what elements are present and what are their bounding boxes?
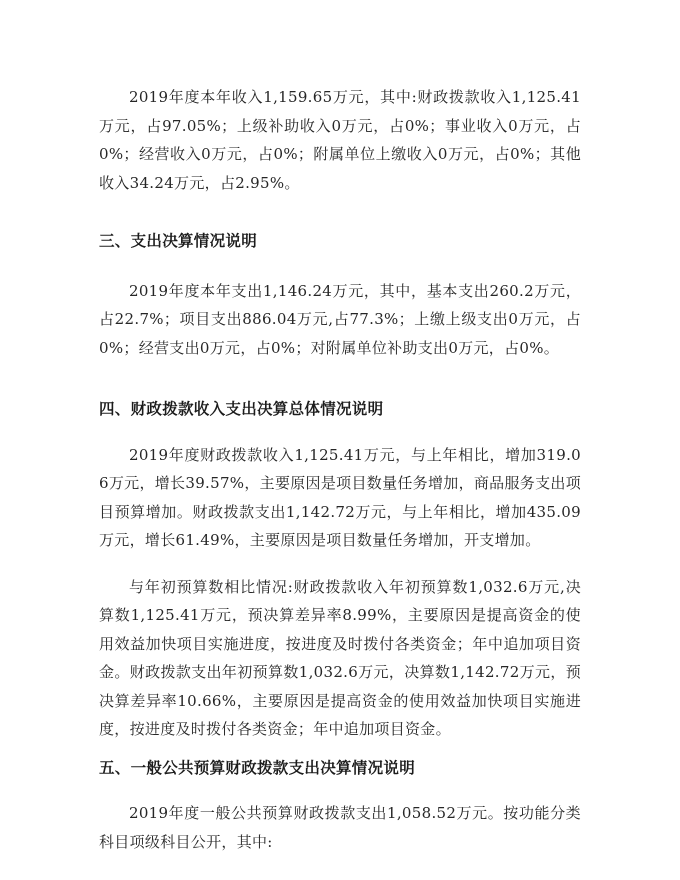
paragraph-budget-comparison: 与年初预算数相比情况:财政拨款收入年初预算数1,032.6万元,决算数1,125.41万元，预决算差异率8.99%，主要原因是提高资金的使用效益加快项目实施进度，按进度及时拨付各类资金；年中追加项目资金。财政拨款支出年初预算数1,032.6万元，决算数1,142.72万元，预决算差异率10.66%，主要原因是提高资金的使用效益加快项目实施进度，按进度及时拨付各类资金；年中追加项目资金。	[99, 577, 581, 738]
section-heading-expenditure: 三、支出决算情况说明	[99, 231, 258, 250]
section-heading-fiscal-overall: 四、财政拨款收入支出决算总体情况说明	[99, 399, 384, 418]
paragraph-public-budget: 2019年度一般公共预算财政拨款支出1,058.52万元。按功能分类科目项级科目公开，其中:	[99, 804, 581, 851]
paragraph-fiscal-overall: 2019年度财政拨款收入1,125.41万元，与上年相比，增加319.06万元，增长39.57%，主要原因是项目数量任务增加，商品服务支出项目预算增加。财政拨款支出1,142.72万元，与上年相比，增加435.09万元，增长61.49%，主要原因是项目数量任务增加，开支增加。	[99, 445, 581, 549]
section-heading-public-budget: 五、一般公共预算财政拨款支出决算情况说明	[99, 757, 416, 777]
paragraph-income-summary: 2019年度本年收入1,159.65万元，其中:财政拨款收入1,125.41万元，占97.05%；上级补助收入0万元，占0%；事业收入0万元，占0%；经营收入0万元，占0%；附属单位上缴收入0万元，占0%；其他收入34.24万元，占2.95%。	[99, 88, 581, 192]
paragraph-expenditure-summary: 2019年度本年支出1,146.24万元，其中，基本支出260.2万元，占22.7%；项目支出886.04万元,占77.3%；上缴上级支出0万元，占0%；经营支出0万元，占0%；对附属单位补助支出0万元，占0%。	[99, 281, 581, 357]
